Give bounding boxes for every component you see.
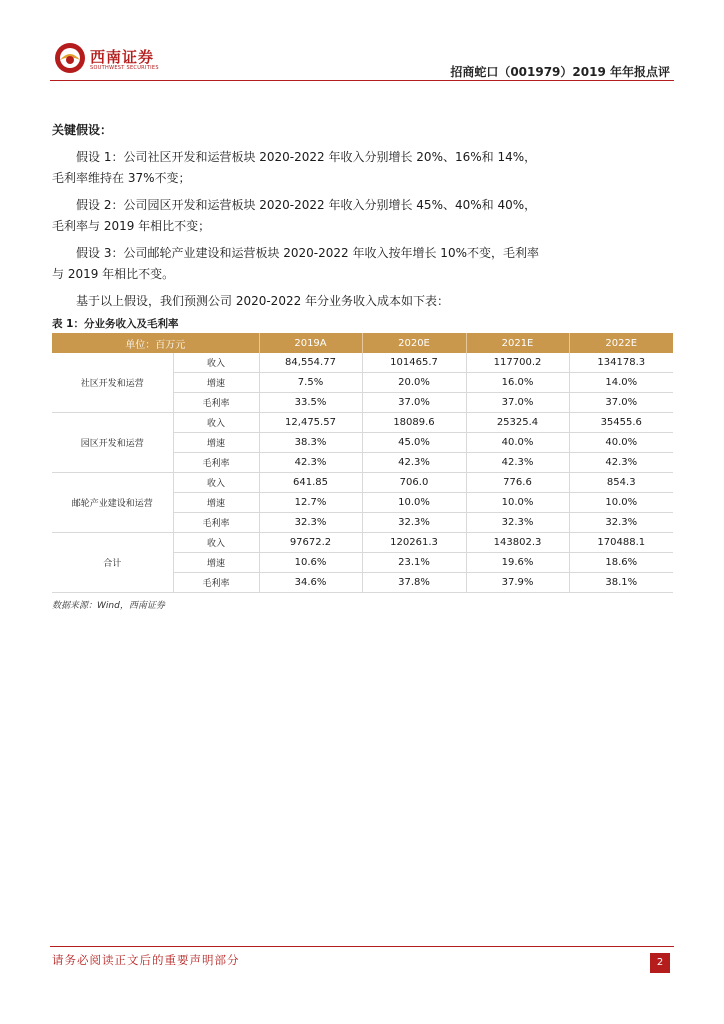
value-cell: 37.9% [466,573,569,593]
metric-cell: 收入 [173,353,259,373]
assumptions-section [52,120,540,318]
page-header [0,0,724,82]
page-number: 2 [650,953,670,973]
metric-cell: 毛利率 [173,393,259,413]
company-logo-icon [54,42,86,74]
metric-cell: 增速 [173,553,259,573]
value-cell: 20.0% [362,373,466,393]
value-cell: 45.0% [362,433,466,453]
header-2022e: 2022E [569,333,673,353]
value-cell: 14.0% [569,373,673,393]
metric-cell: 毛利率 [173,513,259,533]
table-row [52,533,673,553]
value-cell: 10.0% [569,493,673,513]
value-cell: 10.0% [466,493,569,513]
value-cell: 18089.6 [362,413,466,433]
logo-cn-text: 西南证券 [90,48,155,66]
table-caption: 表 1：分业务收入及毛利率 [52,318,179,330]
value-cell: 32.3% [362,513,466,533]
table-row [52,413,673,433]
value-cell: 143802.3 [466,533,569,553]
value-cell: 37.0% [466,393,569,413]
value-cell: 32.3% [259,513,362,533]
segment-name-cell: 合计 [52,533,173,593]
value-cell: 12.7% [259,493,362,513]
value-cell: 117700.2 [466,353,569,373]
segment-name-cell: 园区开发和运营 [52,413,173,473]
value-cell: 32.3% [569,513,673,533]
value-cell: 42.3% [569,453,673,473]
value-cell: 170488.1 [569,533,673,553]
data-source-note: 数据来源：Wind，西南证券 [52,601,165,611]
header-2019a: 2019A [259,333,362,353]
logo-en-text: SOUTHWEST SECURITIES [90,65,159,71]
assumption-summary: 基于以上假设，我们预测公司 2020-2022 年分业务收入成本如下表： [76,294,450,308]
value-cell: 42.3% [259,453,362,473]
value-cell: 10.6% [259,553,362,573]
value-cell: 18.6% [569,553,673,573]
value-cell: 706.0 [362,473,466,493]
value-cell: 7.5% [259,373,362,393]
value-cell: 641.85 [259,473,362,493]
metric-cell: 增速 [173,373,259,393]
value-cell: 42.3% [362,453,466,473]
metric-cell: 收入 [173,473,259,493]
value-cell: 40.0% [569,433,673,453]
value-cell: 10.0% [362,493,466,513]
value-cell: 35455.6 [569,413,673,433]
value-cell: 19.6% [466,553,569,573]
metric-cell: 收入 [173,413,259,433]
footer-divider [50,946,674,947]
table-row [52,473,673,493]
metric-cell: 增速 [173,433,259,453]
value-cell: 776.6 [466,473,569,493]
value-cell: 16.0% [466,373,569,393]
metric-cell: 毛利率 [173,453,259,473]
value-cell: 854.3 [569,473,673,493]
section-title: 关键假设： [52,123,113,137]
metric-cell: 毛利率 [173,573,259,593]
segment-name-cell: 社区开发和运营 [52,353,173,413]
value-cell: 37.0% [569,393,673,413]
segment-name-cell: 邮轮产业建设和运营 [52,473,173,533]
table-row [52,353,673,373]
header-unit: 单位：百万元 [52,333,259,353]
value-cell: 25325.4 [466,413,569,433]
value-cell: 40.0% [466,433,569,453]
value-cell: 97672.2 [259,533,362,553]
report-title: 招商蛇口（001979）2019 年年报点评 [450,65,670,79]
metric-cell: 增速 [173,493,259,513]
value-cell: 33.5% [259,393,362,413]
assumption-2: 假设 2：公司园区开发和运营板块 2020-2022 年收入分别增长 45%、40%和 40%，毛利率与 2019 年相比不变； [52,198,537,233]
value-cell: 32.3% [466,513,569,533]
value-cell: 120261.3 [362,533,466,553]
header-divider [50,80,674,81]
value-cell: 84,554.77 [259,353,362,373]
assumption-3: 假设 3：公司邮轮产业建设和运营板块 2020-2022 年收入按年增长 10%不变，毛利率与 2019 年相比不变。 [52,246,539,281]
value-cell: 12,475.57 [259,413,362,433]
metric-cell: 收入 [173,533,259,553]
value-cell: 34.6% [259,573,362,593]
value-cell: 23.1% [362,553,466,573]
assumption-1: 假设 1：公司社区开发和运营板块 2020-2022 年收入分别增长 20%、16%和 14%，毛利率维持在 37%不变； [52,150,537,185]
value-cell: 37.0% [362,393,466,413]
value-cell: 38.3% [259,433,362,453]
value-cell: 38.1% [569,573,673,593]
table-header-row [52,333,673,353]
footer-disclaimer: 请务必阅读正文后的重要声明部分 [52,953,240,967]
header-2020e: 2020E [362,333,466,353]
header-2021e: 2021E [466,333,569,353]
value-cell: 134178.3 [569,353,673,373]
value-cell: 101465.7 [362,353,466,373]
segment-revenue-table [52,333,673,593]
value-cell: 42.3% [466,453,569,473]
value-cell: 37.8% [362,573,466,593]
